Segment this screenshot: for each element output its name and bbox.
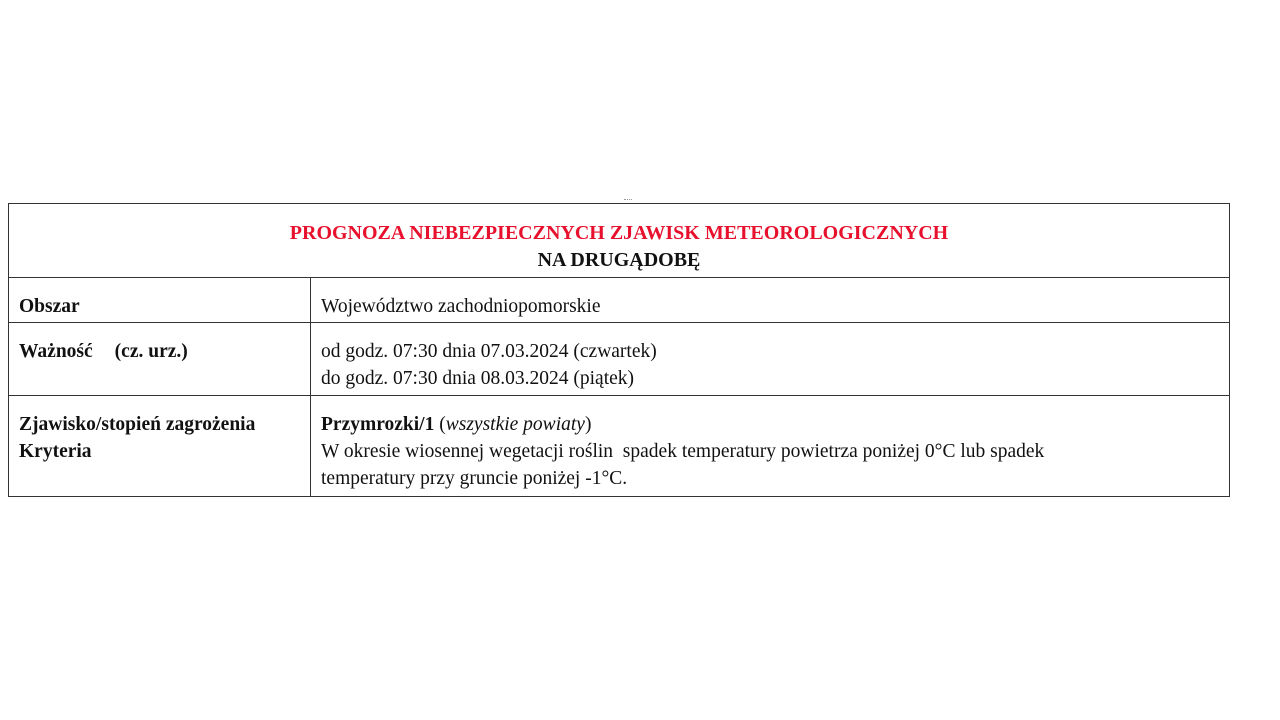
validity-label-cell <box>9 323 311 396</box>
title-cell <box>9 204 1230 278</box>
criteria-line-2: temperatury przy gruncie poniżej -1°C. <box>321 468 628 489</box>
top-marker <box>624 199 632 202</box>
phenomenon-label-cell <box>9 396 311 497</box>
area-value: Województwo zachodniopomorskie <box>321 296 601 317</box>
table-row-validity <box>9 323 1230 396</box>
phenomenon-name: Przymrozki/1 <box>321 414 435 435</box>
phenomenon-scope: wszystkie powiaty <box>445 414 585 435</box>
warning-table <box>8 203 1230 497</box>
area-value-cell <box>311 278 1230 323</box>
title-row <box>9 204 1230 278</box>
area-label-cell <box>9 278 311 323</box>
document-subtitle: NA DRUGĄDOBĘ <box>537 249 701 271</box>
phenomenon-heading <box>321 411 1219 438</box>
validity-to: do godz. 07:30 dnia 08.03.2024 (piątek) <box>321 368 635 389</box>
validity-from: od godz. 07:30 dnia 07.03.2024 (czwartek) <box>321 341 657 362</box>
scope-open: ( <box>434 414 446 435</box>
phenomenon-label: Zjawisko/stopień zagrożenia <box>19 414 256 435</box>
criteria-line-1: W okresie wiosennej wegetacji roślin spadek temperatury powietrza poniżej 0°C lub spadek <box>321 441 1045 462</box>
criteria-label: Kryteria <box>19 441 92 462</box>
table-row-area <box>9 278 1230 323</box>
validity-value-cell <box>311 323 1230 396</box>
phenomenon-value-cell <box>311 396 1230 497</box>
table-row-phenomenon <box>9 396 1230 497</box>
area-label: Obszar <box>19 296 80 317</box>
document-title: PROGNOZA NIEBEZPIECZNYCH ZJAWISK METEOROLOGICZNYCH <box>289 222 949 244</box>
validity-label-note: (cz. urz.) <box>114 341 188 362</box>
scope-close: ) <box>584 414 592 435</box>
validity-label: Ważność <box>19 341 93 362</box>
